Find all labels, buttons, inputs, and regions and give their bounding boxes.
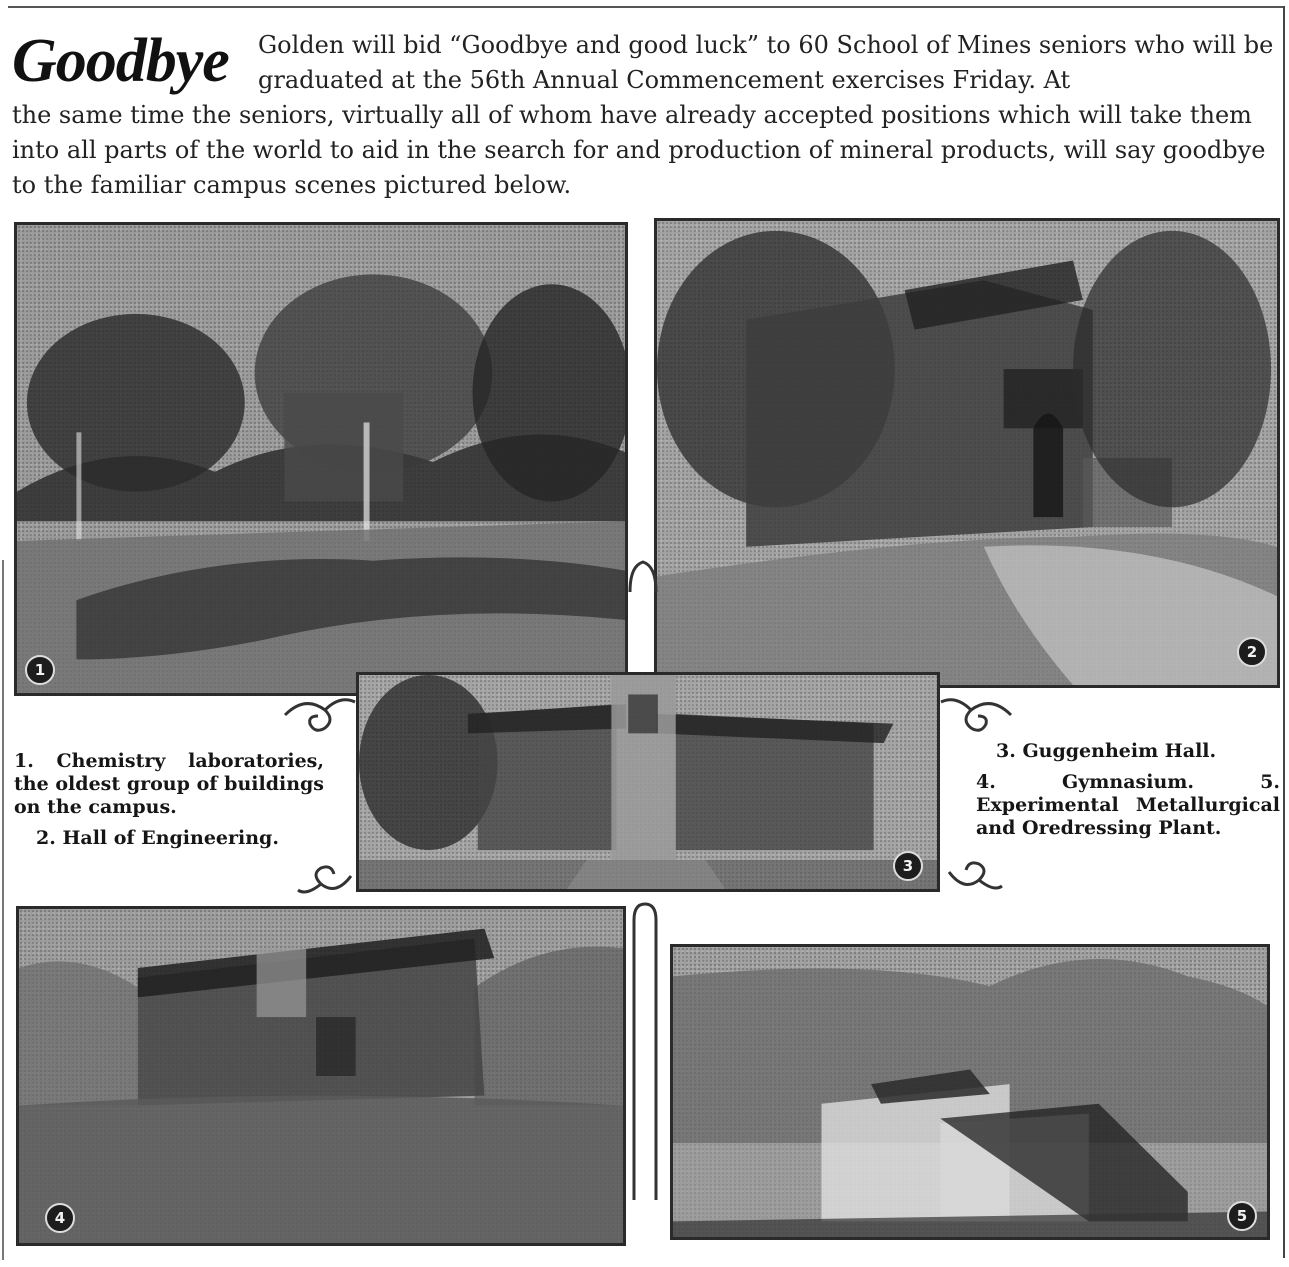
headline: Goodbye [12,27,229,95]
right-rule [1283,6,1285,1258]
plant-scene-illustration [673,947,1267,1237]
scroll-ornament-icon [944,852,1004,896]
caption-right [976,740,1280,848]
caption-item: 1. Chemistry laboratories, the oldest group of buildings on the campus. [14,750,324,818]
scroll-ornament-icon [280,690,360,740]
photo-number-badge: 2 [1237,637,1267,667]
caption-item: 2. Hall of Engineering. [36,827,279,849]
photo-number-badge: 5 [1227,1201,1257,1231]
photo-guggenheim-hall [356,672,940,892]
caption-item: 3. Guggenheim Hall. [996,740,1217,762]
photo-hall-of-engineering [654,218,1280,688]
top-rule [8,6,1284,8]
trees-scene-illustration [17,225,625,693]
photo-number-badge: 1 [25,655,55,685]
photo-metallurgical-plant [670,944,1270,1240]
scroll-ornament-icon [296,856,356,900]
intro-paragraph-first-lines: Golden will bid “Goodbye and good luck” to 60 School of Mines seniors who will be graduated at the 56th Annual Commencement exercises Friday. At [258,31,1274,94]
scroll-ornament-icon [628,900,662,1200]
left-rule [2,560,4,1260]
scroll-ornament-icon [936,690,1016,740]
hall-scene-illustration [359,675,937,889]
photo-number-badge: 3 [893,851,923,881]
photo-number-badge: 4 [45,1203,75,1233]
gymnasium-scene-illustration [19,909,623,1243]
photo-gymnasium [16,906,626,1246]
building-scene-illustration [657,221,1277,685]
intro-paragraph-continuation: the same time the seniors, virtually all of whom have already accepted positions which will take them into all parts of the world to aid in the search for and production of mineral products, will say goodbye to the familiar campus scenes pictured below. [12,101,1266,199]
photo-chemistry-laboratories [14,222,628,696]
scroll-ornament-icon [626,556,660,596]
caption-item: 4. Gymnasium. 5. Experimental Metallurgical and Oredressing Plant. [976,771,1280,839]
caption-left [14,750,324,858]
